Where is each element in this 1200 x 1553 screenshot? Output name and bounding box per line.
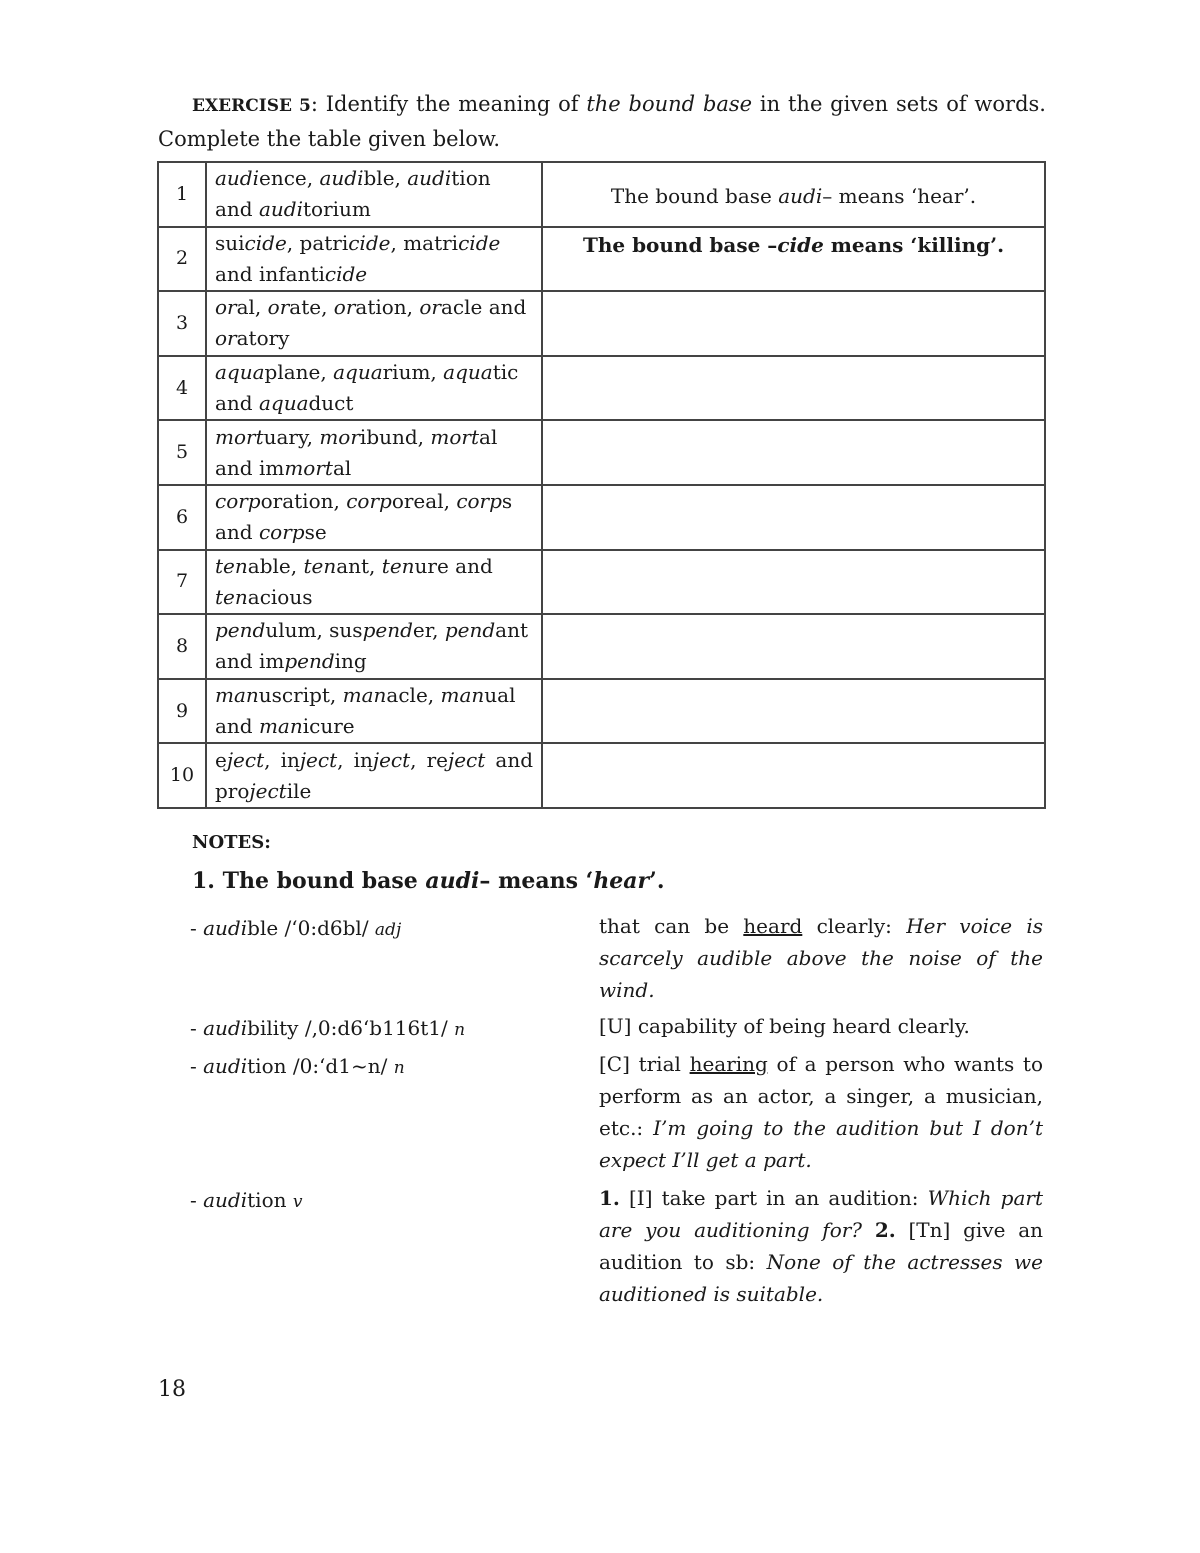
word-segment: al [332, 455, 352, 480]
meaning-cell[interactable] [542, 291, 1045, 356]
word-segment: or [215, 295, 237, 320]
word-segment: ure and [414, 553, 493, 578]
entry-definition [599, 1048, 1043, 1176]
word-segment: or [267, 295, 290, 320]
term-prefix: - [190, 1054, 204, 1078]
meaning-segment: means ‘killing’. [823, 232, 1005, 257]
row-number: 9 [158, 679, 206, 744]
word-segment: and pro [215, 747, 533, 803]
text-segment: hearing [689, 1052, 768, 1076]
text-segment: [U] capability of being heard clearly. [599, 1014, 970, 1038]
word-segment: acle, [386, 683, 441, 708]
text-segment: Which part are you auditioning for? [599, 1186, 1043, 1242]
notes-title [192, 868, 664, 894]
word-segment: cide [348, 230, 391, 255]
term-part-of-speech: n [393, 1058, 405, 1078]
text-segment: 1. [599, 1186, 620, 1210]
word-segment: corp [215, 489, 261, 514]
term-pronunciation: tion /0:‘d1~n/ [247, 1054, 394, 1078]
text-segment: [I] take part in an audition: [619, 1186, 928, 1210]
exercise-table [157, 161, 1046, 809]
term-base: audi [203, 916, 248, 940]
meaning-cell [542, 227, 1045, 292]
notes-heading: NOTES: [192, 832, 271, 853]
meaning-segment: – means ‘hear’. [822, 184, 977, 208]
row-number: 10 [158, 743, 206, 808]
word-segment: cide [458, 230, 501, 255]
notes-title-italic: audi [425, 868, 480, 894]
row-number: 8 [158, 614, 206, 679]
table-row [158, 420, 1045, 485]
text-segment: of a person who wants to perform as an actor, a singer, a musician, etc.: [599, 1052, 1043, 1140]
word-segment: , in [264, 747, 300, 772]
word-segment: ibund, [359, 424, 431, 449]
row-number: 4 [158, 356, 206, 421]
term-prefix: - [190, 916, 204, 940]
page-number: 18 [158, 1377, 186, 1402]
word-segment: aqua [443, 360, 493, 385]
word-set [206, 614, 542, 679]
word-segment: mor [319, 424, 360, 449]
word-segment: plane, [264, 360, 334, 385]
notes-title-part: 1. The bound base [192, 868, 426, 894]
word-segment: , in [337, 747, 373, 772]
word-segment: man [440, 683, 485, 708]
notes-title-part: ’. [649, 868, 665, 894]
instruction-italic: the bound base [586, 92, 753, 116]
word-segment: pend [362, 618, 413, 643]
entry-definition [599, 1010, 1043, 1042]
word-segment: aqua [333, 360, 383, 385]
word-set [206, 356, 542, 421]
word-segment: ten [303, 553, 337, 578]
instruction-text-1: : Identify the meaning of [310, 92, 587, 116]
word-segment: ject [372, 747, 411, 772]
term-part-of-speech: adj [374, 920, 402, 940]
word-segment: er, [412, 618, 445, 643]
word-segment: ble, [363, 166, 408, 191]
word-segment: ing [334, 649, 367, 674]
word-segment: ten [215, 553, 248, 578]
word-segment: , matri [390, 230, 459, 255]
instruction-text-2: in the given sets of words. Complete the table given below. [158, 92, 1046, 151]
word-segment: aqua [258, 391, 309, 416]
term-prefix: - [190, 1188, 204, 1212]
word-segment: ten [215, 584, 248, 609]
word-segment: man [258, 714, 303, 739]
entry-term [190, 1184, 570, 1218]
notes-title-part: – means ‘ [479, 868, 594, 894]
text-segment: [Tn] give an audition to sb: [599, 1218, 1044, 1274]
exercise-label: EXERCISE 5 [192, 96, 311, 116]
word-segment: ject [249, 778, 287, 803]
text-segment: Her voice is scarcely audible above the noise of the wind. [599, 914, 1043, 1002]
word-segment: acle and [441, 295, 527, 320]
word-segment: man [215, 683, 259, 708]
word-segment: torium [302, 197, 371, 222]
table-row [158, 743, 1045, 808]
table-row [158, 291, 1045, 356]
word-segment: ulum, sus [265, 618, 363, 643]
word-segment: s and [215, 489, 513, 545]
term-base: audi [203, 1016, 248, 1040]
entry-definition [599, 910, 1043, 1006]
meaning-segment: audi [778, 184, 823, 208]
word-segment: , patri [286, 230, 349, 255]
meaning-cell[interactable] [542, 550, 1045, 615]
word-set [206, 420, 542, 485]
word-segment: corp [258, 520, 305, 545]
word-segment: cide [324, 261, 368, 286]
entry-term [190, 1050, 570, 1084]
meaning-segment: The bound base [610, 184, 779, 208]
word-segment: ation, [355, 295, 420, 320]
word-segment: ile [286, 778, 312, 803]
table-row [158, 162, 1045, 227]
word-segment: uary, [263, 424, 320, 449]
word-segment: ject [448, 747, 486, 772]
word-segment: able, [247, 553, 304, 578]
word-segment: and infanti [215, 261, 325, 286]
word-segment: ate, [289, 295, 334, 320]
text-segment: I’m going to the audition but I don’t expect I’ll get a part. [599, 1116, 1043, 1172]
word-segment: aqua [215, 360, 265, 385]
term-base: audi [203, 1188, 248, 1212]
exercise-instructions [158, 88, 1046, 156]
meaning-segment: cide [777, 232, 824, 257]
word-segment: al and im [215, 424, 498, 480]
word-segment: al, [236, 295, 268, 320]
word-segment: ject [299, 747, 338, 772]
word-set [206, 679, 542, 744]
entry-term [190, 1012, 570, 1046]
word-set [206, 227, 542, 292]
meaning-cell[interactable] [542, 485, 1045, 550]
table-row [158, 227, 1045, 292]
entry-term [190, 912, 570, 946]
entry-definition [599, 1182, 1043, 1310]
word-segment: audi [407, 166, 452, 191]
word-segment: pend [444, 618, 496, 643]
word-set [206, 743, 542, 808]
text-segment: heard [743, 914, 803, 938]
text-segment: [C] trial [599, 1052, 690, 1076]
meaning-segment: The bound base – [582, 232, 778, 257]
word-segment: ject [226, 747, 265, 772]
text-segment: None of the actresses we auditioned is suitable. [599, 1250, 1043, 1306]
row-number: 1 [158, 162, 206, 227]
word-segment: audi [215, 166, 260, 191]
table-row [158, 679, 1045, 744]
word-segment: e [215, 747, 227, 772]
word-segment: or [215, 326, 237, 351]
term-pronunciation: tion [247, 1188, 293, 1212]
word-segment: corp [456, 489, 502, 514]
word-set [206, 550, 542, 615]
word-segment: atory [236, 326, 290, 351]
meaning-cell[interactable] [542, 420, 1045, 485]
text-segment [862, 1218, 875, 1242]
row-number: 6 [158, 485, 206, 550]
word-segment: pend [215, 618, 266, 643]
word-segment: oreal, [391, 489, 457, 514]
table-row [158, 485, 1045, 550]
word-segment: tion and [215, 166, 491, 222]
word-segment: icure [302, 714, 355, 739]
word-segment: se [304, 520, 327, 545]
word-segment: or [333, 295, 356, 320]
row-number: 3 [158, 291, 206, 356]
meaning-cell [542, 162, 1045, 227]
term-prefix: - [190, 1016, 204, 1040]
row-number: 7 [158, 550, 206, 615]
word-segment: mort [430, 424, 480, 449]
meaning-cell[interactable] [542, 743, 1045, 808]
table-row [158, 550, 1045, 615]
word-segment: ant, [336, 553, 382, 578]
term-part-of-speech: v [292, 1192, 303, 1212]
meaning-cell[interactable] [542, 614, 1045, 679]
word-segment: mort [215, 424, 264, 449]
term-base: audi [203, 1054, 248, 1078]
term-part-of-speech: n [454, 1020, 466, 1040]
word-segment: mort [284, 455, 333, 480]
word-set [206, 291, 542, 356]
word-segment: or [419, 295, 441, 320]
table-row [158, 614, 1045, 679]
word-segment: corp [346, 489, 392, 514]
word-segment: ual and [215, 683, 516, 739]
text-segment: 2. [874, 1218, 896, 1242]
word-segment: audi [319, 166, 364, 191]
word-set [206, 162, 542, 227]
notes-title-italic: hear [593, 868, 650, 894]
word-segment: tic and [215, 360, 519, 416]
word-segment: , re [410, 747, 449, 772]
meaning-cell[interactable] [542, 679, 1045, 744]
word-segment: sui [215, 230, 245, 255]
word-segment: uscript, [258, 683, 343, 708]
word-segment: audi [258, 197, 303, 222]
table-row [158, 356, 1045, 421]
word-segment: pend [284, 649, 335, 674]
word-segment: ten [381, 553, 415, 578]
word-segment: duct [308, 391, 354, 416]
word-segment: rium, [382, 360, 444, 385]
word-segment: cide [244, 230, 287, 255]
term-pronunciation: ble /‘0:d6bl/ [247, 916, 375, 940]
text-segment: clearly: [802, 914, 907, 938]
term-pronunciation: bility /,0:d6‘b116t1/ [247, 1016, 455, 1040]
word-segment: acious [247, 584, 313, 609]
row-number: 5 [158, 420, 206, 485]
text-segment: that can be [599, 914, 744, 938]
row-number: 2 [158, 227, 206, 292]
word-segment: oration, [260, 489, 347, 514]
word-segment: ence, [259, 166, 320, 191]
word-segment: ant and im [215, 618, 528, 674]
word-set [206, 485, 542, 550]
word-segment: man [342, 683, 387, 708]
meaning-cell[interactable] [542, 356, 1045, 421]
